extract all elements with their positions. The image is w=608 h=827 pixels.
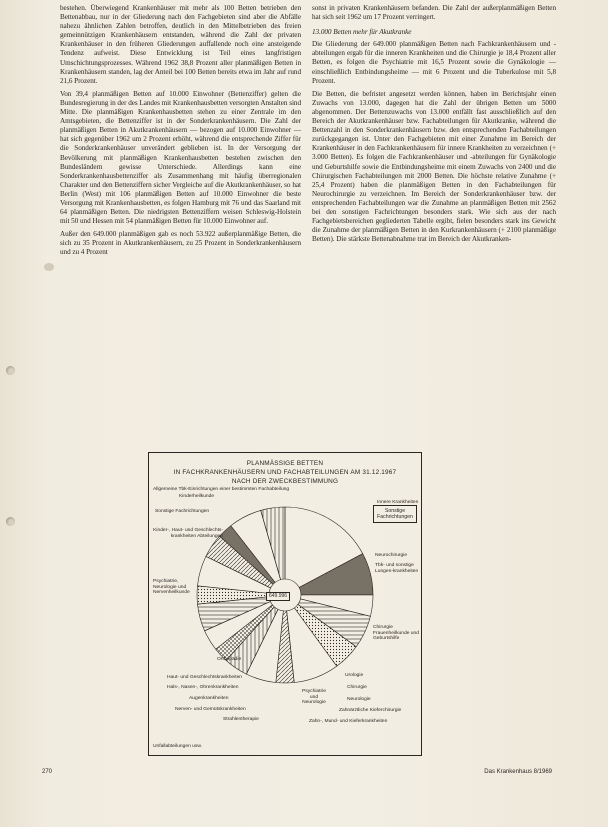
pie-label: Zahnärztliche Kieferchirurgie (339, 708, 402, 713)
legend-box: Sonstige Fachrichtungen (373, 505, 417, 523)
pie-label: Chirurgie Frauenheilkunde und Geburtshilfe (373, 625, 419, 642)
paragraph: sonst in privaten Krankenhäusern befanden. Die Zahl der außerplanmäßigen Betten hat sich seit 1962 um 17 Prozent verringert. (312, 4, 556, 22)
paragraph: Von 39,4 planmäßigen Betten auf 10.000 Einwohner (Bettenziffer) gelten die Bundesregierung in der des Landes mit Krankenhausbetten versorgten Anstalten sind Mitte. Die planmäßigen Krankenhausbetten stehen zu einer Zentrale im den Amtsgebieten, die Bettenziffer ist in der Sonderkrankenhäusern. Die Zahl der planmäßigen Betten in Akutkrankenhäusern — bezogen auf 10.000 Einwohner — hat sich gegenüber 1962 um 2 Prozent erhöht, während die entsprechende Ziffer für die Sonderkrankenhäuser unverändert geblieben ist. In der Versorgung der Bevölkerung mit planmäßigen Krankenhausbetten bestehen zwischen den Bundesländern gewisse Unterschiede. Allerdings kann eine Sonderkrankenhausbettenziffer als Zusammenhang mit häufig überregionalen Charakter und den Bettenziffern sicher Vergleiche auf die Akutkrankenhäuser, so hat Berlin (West) mit 106 planmäßigen Betten auf 10.000 Einwohner die beste Versorgung mit Krankenhausbetten, es folgen Hamburg mit 76 und das Saarland mit 64 planmäßigen Betten. Die niedrigsten Bettenziffern weisen Schleswig-Holstein mit 50 und Hessen mit 54 planmäßigen Betten für 10.000 Einwohner auf. (60, 89, 301, 226)
text-column-right (312, 4, 556, 248)
page-smudge (44, 263, 54, 271)
pie-label: Augenkrankheiten (189, 696, 229, 701)
pie-label: Psychiatrie, Neurologie und Nervenheilkunde (153, 579, 190, 596)
punch-hole-upper (6, 366, 15, 375)
pie-label: Nerven- und Gemütskrankheiten (175, 707, 246, 712)
pie-label: Unfallabteilungen usw. (153, 744, 202, 749)
figure-title-line: IN FACHKRANKENHÄUSERN UND FACHABTEILUNGEN AM 31.12.1967 (173, 469, 397, 476)
paragraph: Die Betten, die befristet angesetzt werden können, haben im Berichtsjahr einen Zuwachs von 13.000, dagegen hat die Zahl der übrigen Betten um 5000 abgenommen. Der Bettenzuwachs von 13.000 entfällt fast ausschließlich auf den Bereich der Akutkrankenhäuser bzw. Fachabteilungen für Akutkranke, während die Bettenzahl in den Sonderkrankenhäusern bzw. den entsprechenden Fachabteilungen zurückgegangen ist. Unter den Fachgebieten mit einer Zunahme im Bereich der Krankenhäuser in den Fachkrankenhäusern für innere Krankheiten zu verzeichnen (+ 3.000 Betten). Es folgen die Fachkrankenhäuser und -abteilungen für Gynäkologie und Geburtshilfe sowie die Entbindungsheime mit einem Zuwachs von 2400 und die Chirurgischen Fachabteilungen mit 2000 Betten. Die höchste relative Zunahme (+ 25,4 Prozent) haben die planmäßigen Betten in den Fachabteilungen für Neurochirurgie zu verzeichnen. Im Bereich der Sonderkrankenhäuser bzw. der entsprechenden Fachabteilungen war die Zunahme an planmäßigen Betten mit 2562 bei den sonstigen Fachrichtungen besonders stark. Wie sich aus der nach Fachgebietsbereichen gegliederten Tabelle ergibt, fielen besonders stark ins Gewicht die Zunahme der planmäßigen Betten in den Kurkrankenhäusern (+ 2100 planmäßige Betten). Die stärkste Bettenabnahme trat im Bereich der Akutkranken- (312, 89, 556, 244)
pie-label: Kinderheilkunde (179, 494, 215, 499)
pie-center-total: 649.996 (266, 592, 290, 601)
pie-label: Kinder-, Haut- und Geschlechts-krankheiten Abteilungen (153, 528, 223, 539)
pie-label: Hals-, Nasen-, Ohrenkrankheiten (167, 685, 239, 690)
text-column-left (60, 4, 301, 262)
pie-label: Sonstige Fachrichtungen (155, 509, 210, 514)
pie-label: Neurochirurgie (375, 553, 408, 558)
pie-label: Psychiatrie und Neurologie (302, 689, 326, 706)
pie-label: Allgemeine Tbk-Einrichtungen einer bestimmten Fachabteilung (153, 487, 290, 492)
pie-label: Tbk- und sonstige Lungen-krankheiten (375, 563, 419, 574)
figure-title-line: NACH DER ZWECKBESTIMMUNG (231, 478, 339, 485)
pie-label: Innere Krankheiten (377, 500, 419, 505)
pie-label: Chirurgie (347, 685, 367, 690)
figure-title-line: PLANMÄSSIGE BETTEN (246, 460, 324, 467)
punch-hole-lower (6, 517, 15, 526)
pie-label: Strahlentherapie (223, 717, 259, 722)
page-number: 270 (42, 769, 53, 775)
section-heading: 13.000 Betten mehr für Akutkranke (312, 28, 412, 37)
paragraph: bestehen. Überwiegend Krankenhäuser mit mehr als 100 Betten betrieben den Bettenabbau, nur in der Gliederung nach den Fachgebieten sind aber die Abfälle nahezu ähnlichen Zahlen betroffen, deutlich in den Mittelbetrieben des freien gemeinnützigen Krankenhäusern entstanden, während die Zahl der privaten Krankenhäuser in den früheren Gliederungen auffallende noch eine ansteigende Tendenz aufweist. Diese Entwicklung ist Teil eines langfristigen Umschichtungsprozesses. Während 1962 38,8 Prozent aller planmäßigen Betten in Krankenhäusern standen, lag der Anteil bei 100 Betten bereits etwa im Jahr auf rund 21,6 Prozent. (60, 4, 301, 85)
paragraph: Außer den 649.000 planmäßigen gab es noch 53.922 außerplanmäßige Betten, die sich zu 35 Prozent in Akutkrankenhäusern, zu 25 Prozent in Sonderkrankenhäusern und zu 4 Prozent (60, 230, 301, 257)
pie-chart-figure (148, 452, 422, 756)
pie-label: Haut- und Geschlechtskrankheiten (167, 675, 243, 680)
pie-label: Urologie (345, 673, 364, 678)
paragraph: Die Gliederung der 649.000 planmäßigen Betten nach Fachkrankenhäusern und -abteilungen ergab für die inneren Krankheiten und die Chirurgie je 18,4 Prozent aller Betten, es folgen die Psychiatrie mit 16,5 Prozent sowie die Gynäkologie — einschließlich Entbindungsheime — mit 6 Prozent und die Tuberkulose mit 5,8 Prozent. (312, 40, 556, 85)
pie-label: Zahn-, Mund- und Kieferkrankheiten (309, 719, 388, 724)
journal-footer: Das Krankenhaus 8/1969 (484, 769, 552, 775)
pie-label: Neurologie (347, 697, 371, 702)
pie-label: Orthopädie (217, 657, 242, 662)
